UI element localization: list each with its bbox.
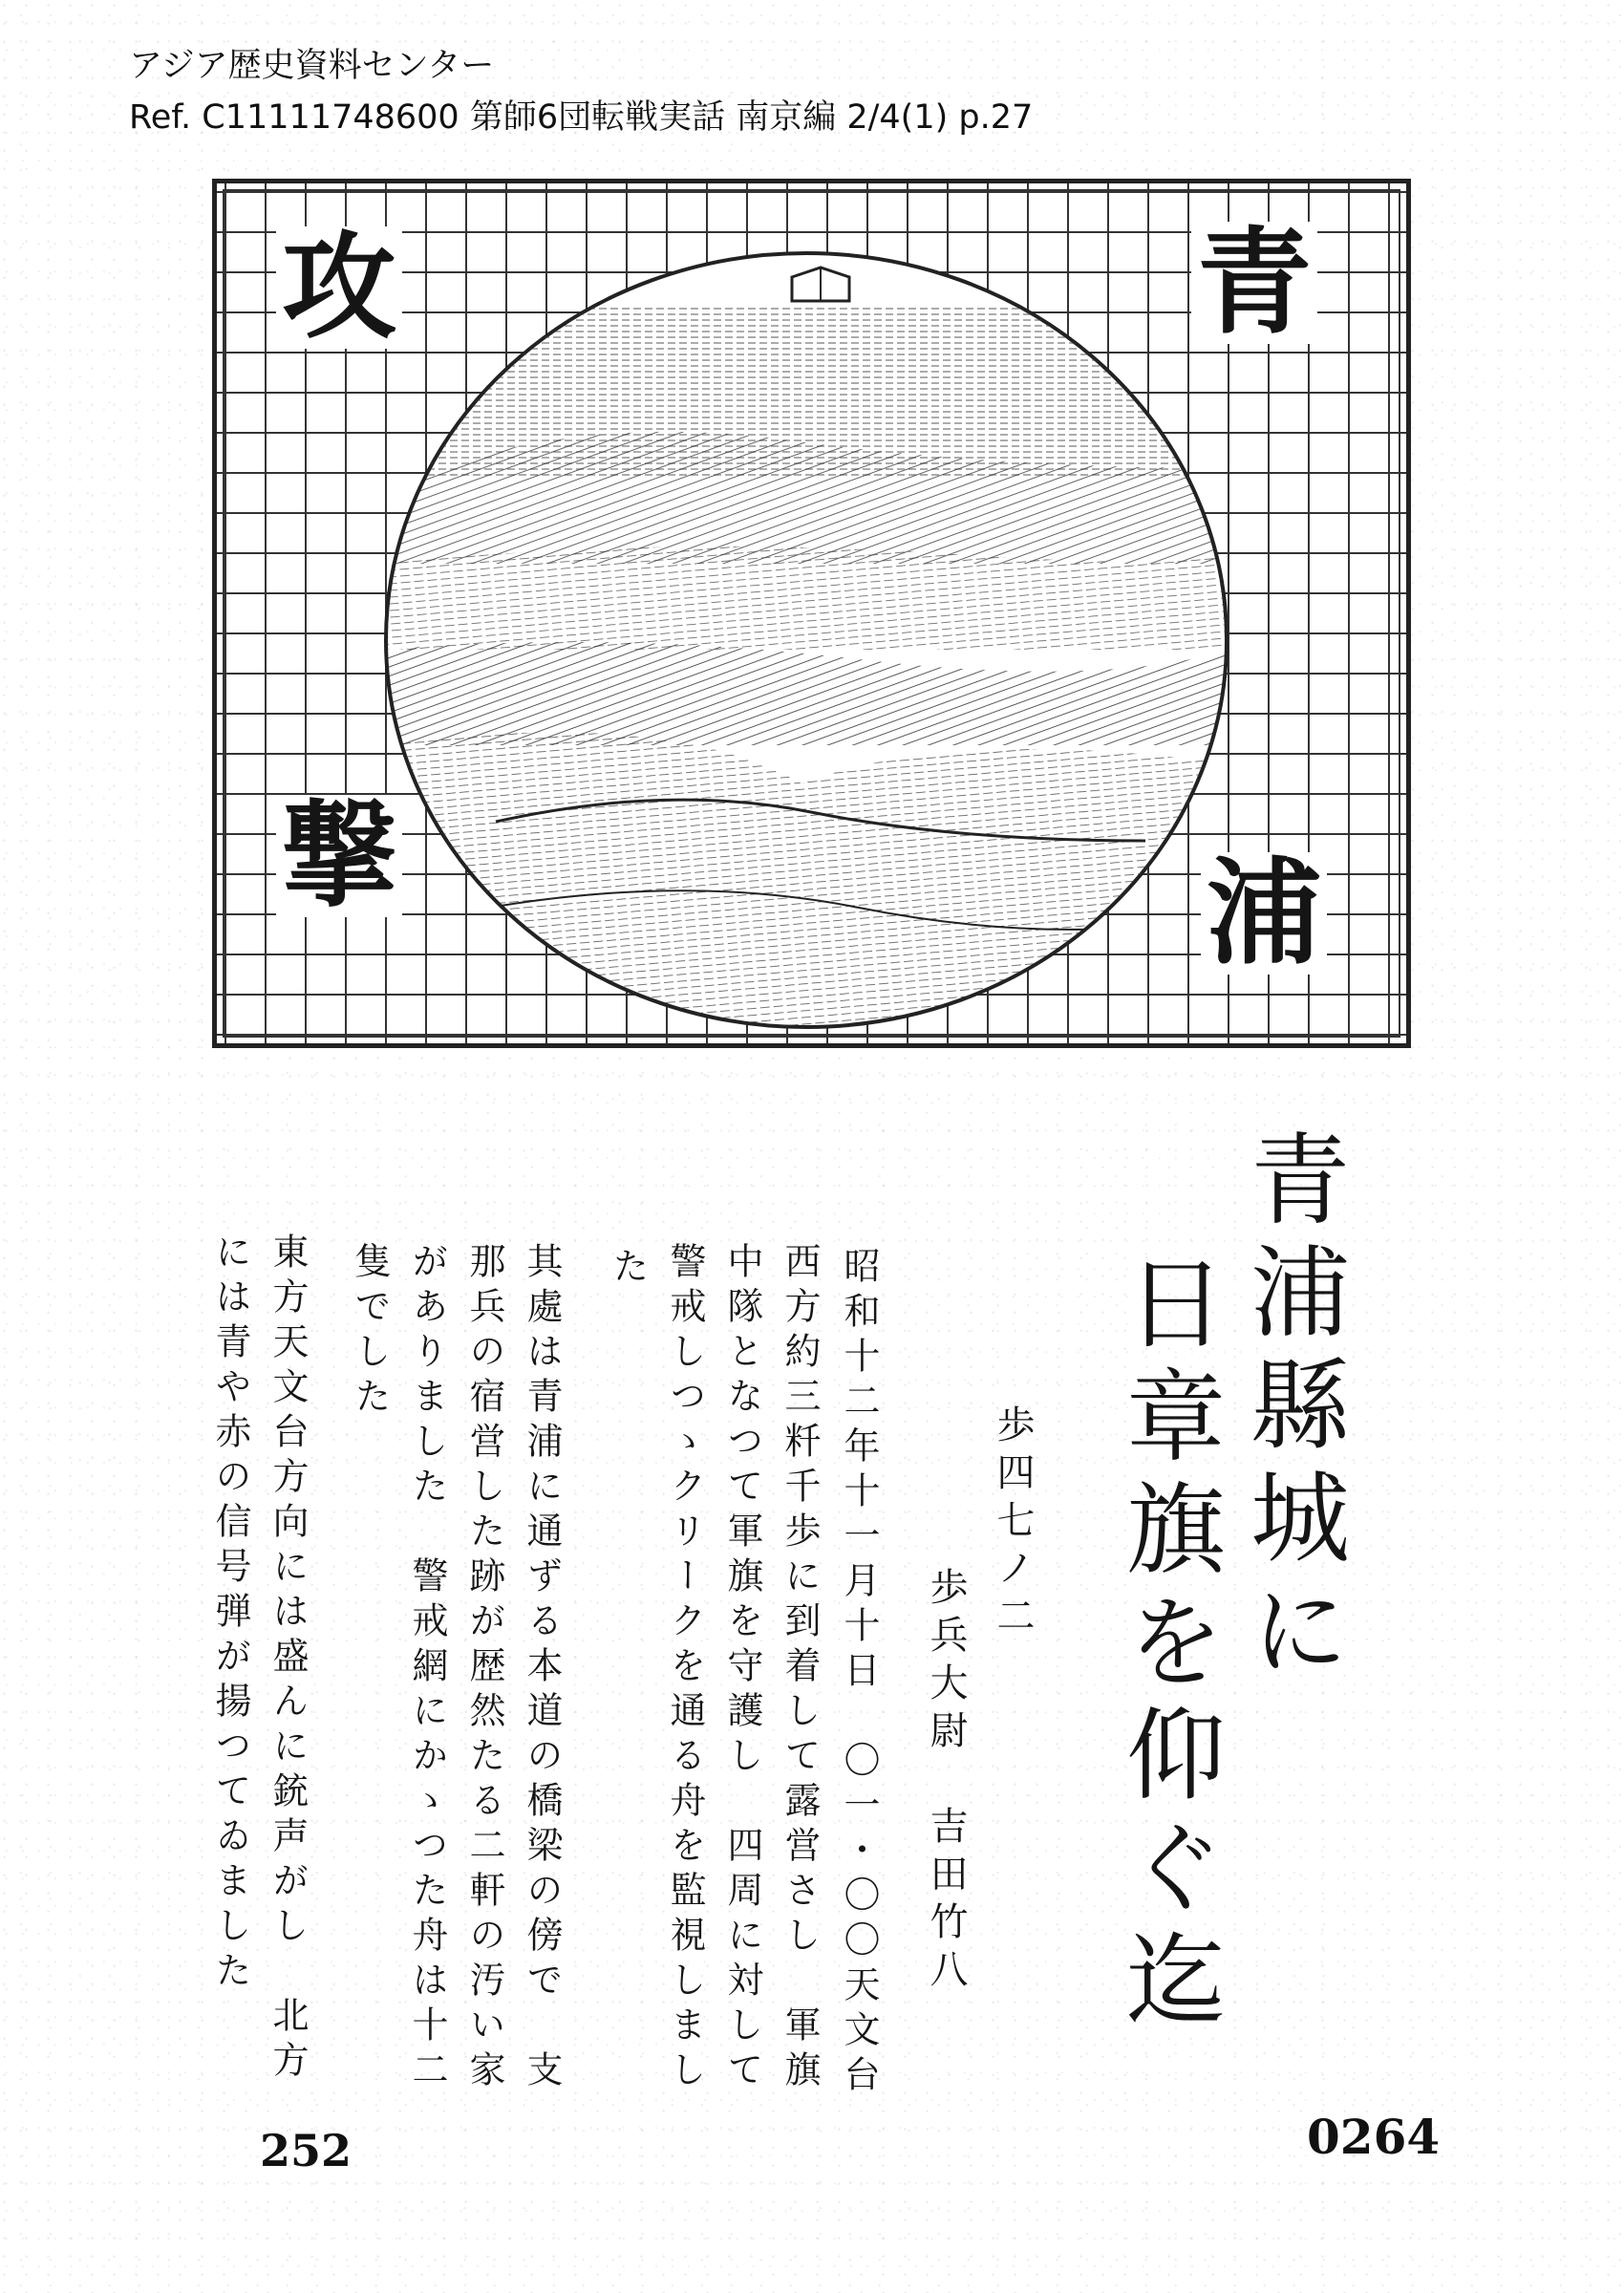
frame-char-sei: 青	[1191, 222, 1317, 344]
author-name: 歩兵大尉 吉田竹八	[924, 1567, 968, 1997]
body-column-6: 其處は青浦に通ずる本道の橋梁の傍で 支	[521, 1242, 563, 2095]
illustration-frame	[212, 179, 1411, 1048]
frame-char-ko: 攻	[276, 226, 402, 349]
frame-char-ho: 浦	[1201, 852, 1327, 975]
frame-char-geki: 撃	[276, 795, 402, 917]
landscape-illustration	[381, 248, 1231, 1032]
archive-header-title: アジア歴史資料センター	[129, 47, 495, 85]
author-unit: 歩四七ノ二	[991, 1404, 1035, 1643]
body-column-2: 西方約三粁千歩に到着して露営さし 軍旗	[779, 1242, 821, 2095]
body-column-8: がありました 警戒網にかゝつた舟は十二	[406, 1242, 448, 2095]
body-column-1: 昭和十二年十一月十日 〇一・〇〇天文台	[838, 1247, 880, 2100]
body-column-7: 那兵の宿営した跡が歴然たる二軒の汚い家	[463, 1242, 505, 2095]
article-title-line2: 日章旗を仰ぐ迄	[1109, 1252, 1226, 2041]
body-column-4: 警戒しつゝクリークを通る舟を監視しまし	[664, 1242, 706, 2095]
page-number-right: 0264	[1307, 2109, 1441, 2165]
body-column-3: 中隊となつて軍旗を守護し 四周に対して	[721, 1242, 763, 2095]
article-title-line1: 青浦縣城に	[1233, 1127, 1350, 1691]
body-column-11: には青や赤の信号弾が揚つてゐました	[209, 1232, 251, 1996]
body-column-10: 東方天文台方向には盛んに銃声がし 北方	[267, 1232, 309, 2086]
body-column-9: 隻でした	[349, 1242, 391, 1422]
archive-reference-line: Ref. C11111748600 第師6団転戦実話 南京編 2/4(1) p.27	[129, 98, 1034, 137]
body-column-5: た	[607, 1247, 649, 1292]
page-number-left: 252	[260, 2125, 353, 2176]
